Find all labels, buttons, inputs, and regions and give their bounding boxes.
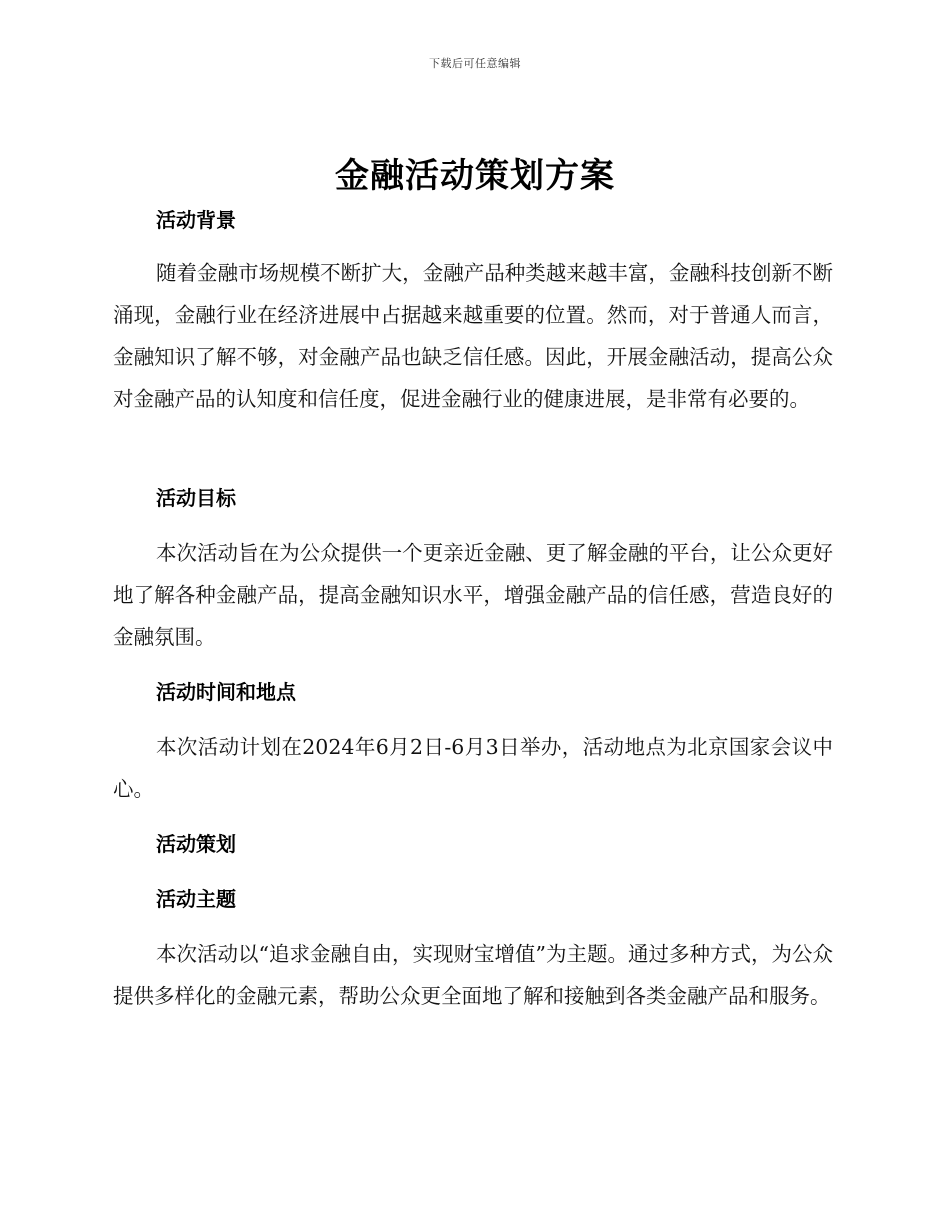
section-heading: 活动主题 (156, 887, 236, 911)
section-time-place-body (113, 726, 833, 810)
section-background-body (113, 252, 833, 420)
section-paragraph: 本次活动计划在2024年6月2日-6月3日举办，活动地点为北京国家会议中心。 (113, 735, 833, 801)
section-theme (113, 883, 833, 915)
section-paragraph: 本次活动以“追求金融自由，实现财宝增值”为主题。通过多种方式，为公众提供多样化的金融元素，帮助公众更全面地了解和接触到各类金融产品和服务。 (113, 942, 833, 1008)
section-heading: 活动背景 (156, 208, 236, 232)
section-planning (113, 828, 833, 860)
section-goal-body (113, 532, 833, 658)
section-goal (113, 482, 833, 514)
section-heading: 活动时间和地点 (156, 680, 296, 704)
header-note: 下载后可任意编辑 (429, 57, 521, 70)
section-heading: 活动策划 (156, 832, 236, 856)
section-theme-body (113, 933, 833, 1017)
section-background (113, 204, 833, 236)
section-time-place (113, 676, 833, 708)
section-paragraph: 随着金融市场规模不断扩大，金融产品种类越来越丰富，金融科技创新不断涌现，金融行业在经济进展中占据越来越重要的位置。然而，对于普通人而言，金融知识了解不够，对金融产品也缺乏信任感。因此，开展金融活动，提高公众对金融产品的认知度和信任度，促进金融行业的健康进展，是非常有必要的。 (113, 261, 833, 411)
section-heading: 活动目标 (156, 486, 236, 510)
section-paragraph: 本次活动旨在为公众提供一个更亲近金融、更了解金融的平台，让公众更好地了解各种金融产品，提高金融知识水平，增强金融产品的信任感，营造良好的金融氛围。 (113, 541, 833, 649)
document-title: 金融活动策划方案 (335, 156, 615, 196)
